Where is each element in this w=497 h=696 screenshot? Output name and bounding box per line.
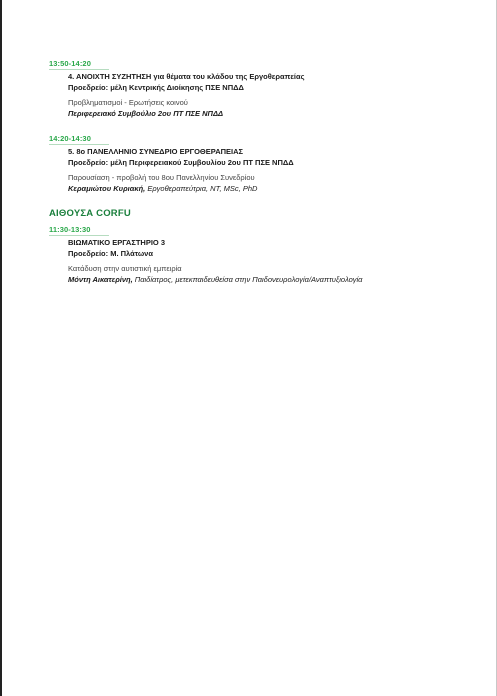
speaker-name: Μόντη Αικατερίνη, [68, 275, 133, 284]
speaker-name: Περιφερειακό Συμβούλιο 2ου ΠΤ ΠΣΕ ΝΠΔΔ [68, 109, 224, 118]
time-underline [49, 235, 109, 236]
time-underline [49, 69, 109, 70]
workshop-chair: Προεδρείο: Μ. Πλάτωνα [68, 249, 153, 258]
speaker-name: Κεραμιώτου Κυριακή, [68, 184, 146, 193]
session-chair: Προεδρείο: μέλη Κεντρικής Διοίκησης ΠΣΕ ΝΠΔΔ [68, 83, 244, 92]
session-topic: Προβληματισμοί - Ερωτήσεις κοινού [68, 98, 188, 107]
time-underline [49, 144, 109, 145]
workshop-speaker [68, 275, 362, 284]
session-speaker [68, 184, 257, 193]
session-title: 5. 8ο ΠΑΝΕΛΛΗΝΙΟ ΣΥΝΕΔΡΙΟ ΕΡΓΟΘΕΡΑΠΕΙΑΣ [68, 147, 244, 156]
session-time: 14:20-14:30 [49, 134, 91, 143]
room-heading: ΑΙΘΟΥΣΑ CORFU [49, 208, 131, 219]
session-speaker [68, 109, 223, 118]
session-time: 13:50-14:20 [49, 59, 91, 68]
page-left-edge [0, 0, 2, 696]
session-topic: Παρουσίαση - προβολή του 8ου Πανελληνίου Συνεδρίου [68, 173, 255, 182]
workshop-time: 11:30-13:30 [49, 225, 91, 234]
session-title: 4. ΑΝΟΙΧΤΗ ΣΥΖΗΤΗΣΗ για θέματα του κλάδου της Εργοθεραπείας [68, 72, 305, 81]
session-chair: Προεδρείο: μέλη Περιφερειακού Συμβουλίου 2ου ΠΤ ΠΣΕ ΝΠΔΔ [68, 158, 294, 167]
speaker-role: Παιδίατρος, μετεκπαιδευθείσα στην Παιδονευρολογία/Αναπτυξιολογία [132, 275, 363, 284]
speaker-role: Εργοθεραπεύτρια, ΝΤ, MSc, PhD [145, 184, 258, 193]
workshop-title: ΒΙΩΜΑΤΙΚΟ ΕΡΓΑΣΤΗΡΙΟ 3 [68, 238, 165, 247]
workshop-topic: Κατάδυση στην αυτιστική εμπειρία [68, 264, 182, 273]
